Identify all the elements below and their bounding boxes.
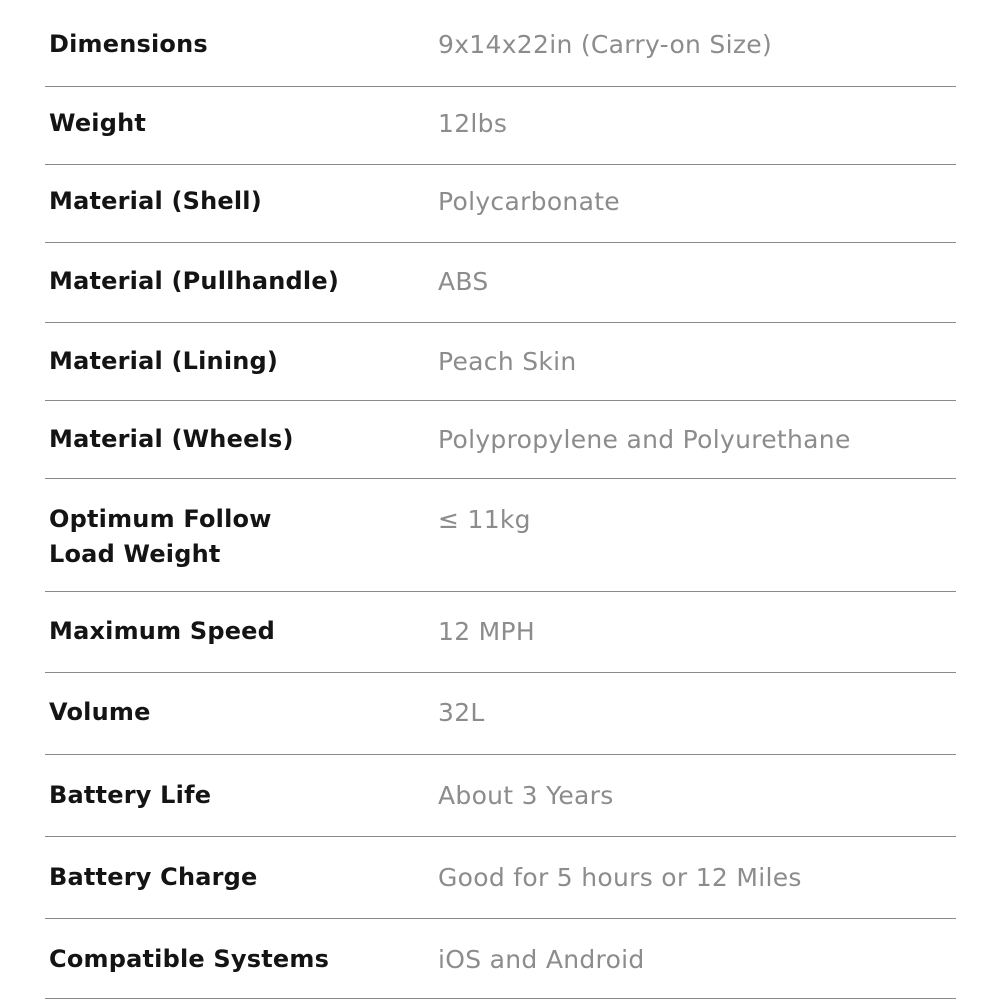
spec-row-dimensions	[45, 0, 956, 87]
spec-value: ≤ 11kg	[438, 505, 531, 534]
spec-row-battery-life	[45, 755, 956, 837]
spec-value: 32L	[438, 698, 485, 727]
spec-row-material-wheels	[45, 401, 956, 479]
spec-value: 9x14x22in (Carry-on Size)	[438, 30, 773, 59]
spec-label: Material (Shell)	[49, 187, 262, 215]
spec-value: About 3 Years	[438, 781, 614, 810]
spec-label: Maximum Speed	[49, 617, 276, 645]
spec-label: Volume	[49, 698, 151, 726]
spec-value: Polycarbonate	[438, 187, 620, 216]
spec-value: Good for 5 hours or 12 Miles	[438, 863, 802, 892]
spec-label: Weight	[49, 109, 147, 137]
spec-label: Dimensions	[49, 30, 208, 58]
spec-value: iOS and Android	[438, 945, 645, 974]
spec-row-optimum-follow-load-weight	[45, 479, 956, 592]
spec-row-compatible-systems	[45, 919, 956, 999]
spec-row-material-shell	[45, 165, 956, 243]
spec-label: Material (Lining)	[49, 347, 279, 375]
spec-row-weight	[45, 87, 956, 165]
spec-label: Material (Wheels)	[49, 425, 294, 453]
spec-value: Polypropylene and Polyurethane	[438, 425, 851, 454]
spec-row-volume	[45, 673, 956, 755]
spec-label: Material (Pullhandle)	[49, 267, 339, 295]
spec-value: 12lbs	[438, 109, 508, 138]
spec-row-battery-charge	[45, 837, 956, 919]
spec-value: ABS	[438, 267, 489, 296]
spec-value: Peach Skin	[438, 347, 577, 376]
spec-label: Battery Charge	[49, 863, 258, 891]
spec-row-material-pullhandle	[45, 243, 956, 323]
spec-value: 12 MPH	[438, 617, 536, 646]
spec-row-maximum-speed	[45, 592, 956, 673]
spec-label: Compatible Systems	[49, 945, 330, 973]
spec-table	[45, 0, 956, 999]
spec-row-material-lining	[45, 323, 956, 401]
spec-label: Optimum Follow Load Weight	[49, 505, 272, 568]
spec-label: Battery Life	[49, 781, 212, 809]
